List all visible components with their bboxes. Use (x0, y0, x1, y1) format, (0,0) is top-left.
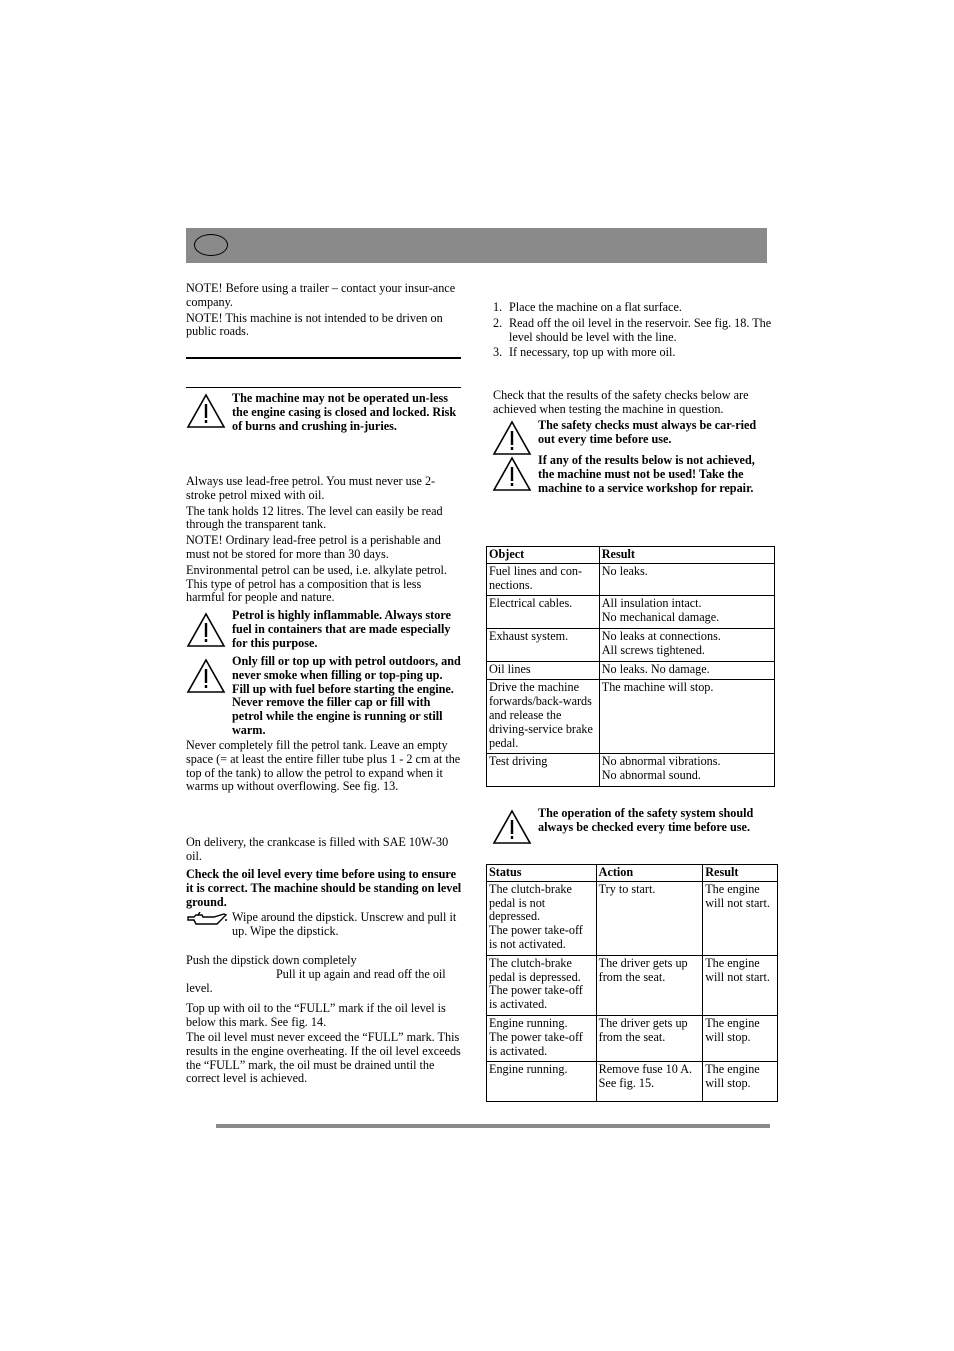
table-cell: No leaks. No damage. (599, 661, 774, 680)
table-row (487, 661, 775, 680)
warning-results-text: If any of the results below is not achieved, the machine must not be used! Take the machine to a service workshop for repair. (538, 453, 755, 495)
table-row (487, 881, 778, 955)
warning-triangle-icon (492, 456, 532, 492)
table-header-cell: Action (596, 865, 703, 882)
fuel-fill-note: Never completely fill the petrol tank. Leave an empty space (= at least the entire filler tube plus 1 - 2 cm at the top of the tank) to allow the petrol to expand when it warms up without overflowing. See fig. 13. (186, 738, 461, 794)
table-cell: Electrical cables. (487, 596, 600, 629)
fuel-para-1: Always use lead-free petrol. You must never use 2-stroke petrol mixed with oil. (186, 474, 436, 502)
table-cell: No leaks. (599, 563, 774, 596)
safety-system-table (486, 864, 778, 1102)
oil-check-bold: Check the oil level every time before using to ensure it is correct. The machine should be standing on level ground. (186, 867, 462, 909)
table-cell: The machine will stop. (599, 680, 774, 754)
table-cell: Engine running. (487, 1062, 597, 1102)
trailer-notes (186, 282, 462, 339)
table-row (487, 680, 775, 754)
table-row (487, 1015, 778, 1061)
warning-inflammable-text: Petrol is highly inflammable. Always store fuel in containers that are made especially for this purpose. (232, 608, 451, 650)
table-row (487, 563, 775, 596)
warning-triangle-icon (492, 809, 532, 845)
table-cell: The driver gets up from the seat. (596, 1015, 703, 1061)
warning-safety-system-text: The operation of the safety system should always be checked every time before use. (538, 806, 754, 834)
table-row (487, 628, 775, 661)
table-header-cell: Status (487, 865, 597, 882)
dipstick-wipe: Wipe around the dipstick. Unscrew and pull it up. Wipe the dipstick. (232, 910, 457, 938)
warning-triangle-icon (186, 612, 226, 648)
warning-safety-checks-text: The safety checks must always be car-ried out every time before use. (538, 418, 757, 446)
table-header-row (487, 865, 778, 882)
warning-rule (186, 387, 461, 388)
table-cell: All insulation intact. No mechanical damage. (599, 596, 774, 629)
table-cell: Engine running. The power take-off is activated. (487, 1015, 597, 1061)
section-rule (186, 357, 461, 359)
table-row (487, 1062, 778, 1102)
table-cell: The engine will not start. (703, 955, 778, 1015)
table-cell: Fuel lines and con-nections. (487, 563, 600, 596)
list-item: 2. Read off the oil level in the reservoir. See fig. 18. The level should be level with the line. (493, 315, 772, 344)
table-header-cell: Object (487, 547, 600, 564)
oil-can-icon (186, 912, 228, 928)
fuel-para-4: Environmental petrol can be used, i.e. alkylate petrol. This type of petrol has a composition that is less harmful for people and nature. (186, 562, 447, 605)
warning-triangle-icon (186, 393, 226, 429)
table-cell: Test driving (487, 754, 600, 787)
list-item: 1. Place the machine on a flat surface. (493, 300, 682, 314)
table-cell: Drive the machine forwards/back-wards and release the driving-service brake pedal. (487, 680, 600, 754)
warning-outdoors-text: Only fill or top up with petrol outdoors, and never smoke when filling or top-ping up. Fill up with fuel before starting the engine. Never remove the filler cap or fill with petrol while the engine is running or still warm. (232, 654, 461, 737)
table-cell: The driver gets up from the seat. (596, 955, 703, 1015)
table-cell: Try to start. (596, 881, 703, 955)
language-oval-icon (194, 234, 228, 256)
fuel-section (186, 475, 462, 605)
table-cell: Exhaust system. (487, 628, 600, 661)
table-header-cell: Result (703, 865, 778, 882)
oil-exceed: The oil level must never exceed the “FULL” mark. This results in the engine overheating. If the oil level exceeds the “FULL” mark, the oil must be drained until the correct level is achieved. (186, 1030, 461, 1086)
fuel-para-3: NOTE! Ordinary lead-free petrol is a perishable and must not be stored for more than 30 days. (186, 533, 441, 561)
table-row (487, 596, 775, 629)
table-cell: The engine will stop. (703, 1062, 778, 1102)
reservoir-steps (493, 301, 773, 362)
trailer-note-1: NOTE! Before using a trailer – contact your insur-ance company. (186, 281, 456, 309)
table-cell: The engine will stop. (703, 1015, 778, 1061)
dipstick-push: Push the dipstick down completely (186, 953, 357, 967)
trailer-note-2: NOTE! This machine is not intended to be driven on public roads. (186, 310, 443, 339)
oil-delivery: On delivery, the crankcase is filled with SAE 10W-30 oil. (186, 835, 449, 863)
table-cell: Oil lines (487, 661, 600, 680)
table-header-row (487, 547, 775, 564)
table-cell: The clutch-brake pedal is depressed. The power take-off is activated. (487, 955, 597, 1015)
dipstick-read: Pull it up again and read off the oil level. (186, 967, 446, 995)
warning-triangle-icon (492, 420, 532, 456)
footer-bar (216, 1124, 770, 1128)
oil-topup: Top up with oil to the “FULL” mark if the oil level is below this mark. See fig. 14. (186, 1001, 446, 1029)
fuel-para-2: The tank holds 12 litres. The level can easily be read through the transparent tank. (186, 503, 443, 532)
general-safety-table (486, 546, 775, 787)
table-row (487, 754, 775, 787)
table-cell: The clutch-brake pedal is not depressed. The power take-off is not activated. (487, 881, 597, 955)
table-row (487, 955, 778, 1015)
warning-triangle-icon (186, 658, 226, 694)
header-bar (186, 228, 767, 263)
table-cell: No abnormal vibrations. No abnormal sound. (599, 754, 774, 787)
list-item: 3. If necessary, top up with more oil. (493, 345, 676, 360)
safety-intro: Check that the results of the safety checks below are achieved when testing the machine in question. (493, 388, 749, 416)
table-cell: Remove fuse 10 A. See fig. 15. (596, 1062, 703, 1102)
table-header-cell: Result (599, 547, 774, 564)
table-cell: The engine will not start. (703, 881, 778, 955)
table-cell: No leaks at connections. All screws tightened. (599, 628, 774, 661)
warning-casing-text: The machine may not be operated un-less the engine casing is closed and locked. Risk of burns and crushing in-juries. (232, 391, 457, 433)
